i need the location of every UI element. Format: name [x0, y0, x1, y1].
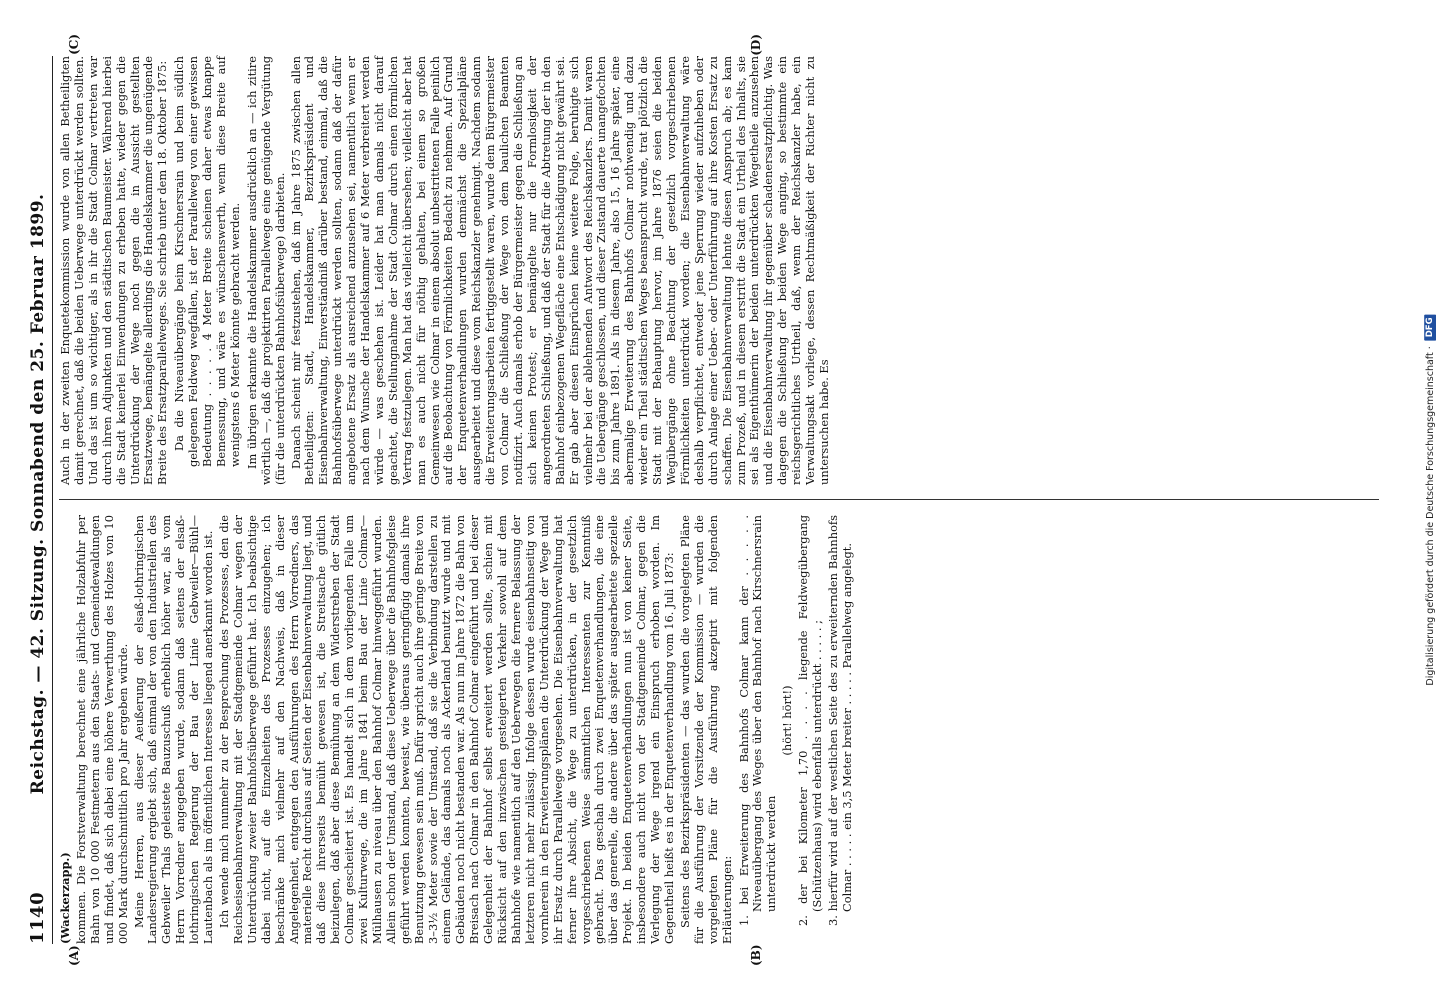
left-column [59, 515, 1379, 944]
page-title: Reichstag. — 42. Sitzung. Sonnabend den 25. Februar 1899. [28, 193, 48, 795]
paragraph: Danach scheint mir festzustehen, daß im Jahre 1875 zwischen allen Betheiligten: Stadt, Handelskammer, Bezirkspräsident und Eisenbahnverwaltung, Einverständniß darüber bestand, einmal, daß die Bahnhofsüberwege unterdrückt werden sollten, sodann daß der dafür angebotene Ersatz als ausreichend anzusehen sei, namentlich wenn er nach dem Wunsche der Handelskammer auf 6 Meter verbreitert werden würde — was geschehen ist. Leider hat man damals nicht darauf geachtet, die Stellungnahme der Stadt Colmar durch einen förmlichen Vertrag festzulegen. Man hat das vielleicht übersehen; vielleicht aber hat man es auch nicht für nöthig gehalten, bei einem so großen Gemeinwesen wie Colmar in einem absolut unbestrittenen Falle peinlich auf die Beobachtung von Förmlichkeiten Bedacht zu nehmen. Auf Grund der Enquetenverhandlungen wurden demnächst die Spezialpläne ausgearbeitet und diese vom Reichskanzler genehmigt. Nachdem sodann die Erweiterungsarbeiten fertiggestellt waren, wurde dem Bürgermeister von Colmar die Schließung der Wege von dem baulichen Beamten notifizirt. Auch damals erhob der Bürgermeister gegen die Schließung an sich keinen Protest; er bemängelte nur die Formlosigkeit der angeordneten Schließung, und daß der Stadt für die Abtretung der in den Bahnhof einbezogenen Wegefläche eine Entschädigung nicht gewährt sei. Er gab aber diesen Einsprüchen keine weitere Folge, beruhigte sich vielmehr bei der ablehnenden Antwort des Reichskanzlers. Damit waren die Uebergänge geschlossen, und dieser Zustand dauerte unangefochten bis zum Jahre 1891. Als in diesem Jahre, also 15, 16 Jahre später, eine abermalige Erweiterung des Bahnhofs Colmar nothwendig und dazu wieder ein Theil städtischen Weges beansprucht wurde, trat plötzlich die Stadt mit der Behauptung hervor, im Jahre 1876 seien die beiden Wegübergänge ohne Beachtung der gesetzlich vorgeschriebenen Förmlichkeiten unterdrückt worden; die Eisenbahnverwaltung wäre deshalb verpflichtet, entweder jene Sperrung wieder aufzuheben oder durch Anlage einer Ueber- oder Unterführung auf ihre Kosten Ersatz zu schaffen. Die Eisenbahnverwaltung lehnte diesen Anspruch ab; es kam zum Prozeß, und in diesem erstritt die Stadt ein Urtheil des Inhalts, sie sei als Eigenthümerin der beiden unterdrückten Wegetheile anzusehen und die Eisenbahnverwaltung ihr gegenüber schadenersatzpflichtig. Was dagegen die Schließung der beiden Wege anging, so bestimmte ein reichsgerichtliches Urtheil, daß, wenn der Reichskanzler habe, ein Verwaltungsakt vorliege, dessen Rechtmäßigkeit der Richter nicht zu untersuchen habe. Es [288, 56, 831, 485]
paragraph: Da die Niveauübergänge beim Kirschnersrain und beim südlich gelegenen Feldweg wegfallen, ist der Parallelweg von einer gewissen Bedeutung . . . . . 4 Meter Breite scheinen daher etwas knappe Bemessung, und wäre es wünschenswerth, wenn diese Breite auf wenigstens 6 Meter könnte gebracht werden. [172, 56, 242, 467]
column-divider [59, 499, 1379, 500]
list-item: 1. bei Erweiterung des Bahnhofs Colmar kann der . . . . . Niveauübergang des Weges über den Bahnhof nach Kirschnersrain unterdrückt werden [736, 515, 779, 926]
list-item: 3. hierfür wird auf der westlichen Seite des zu erweiternden Bahnhofs Colmar . . . . . ein 3,5 Meter breiter . . . . . Parallelweg angelegt. [825, 515, 854, 926]
paragraph: Im übrigen erkannte die Handelskammer ausdrücklich an — ich zitire wörtlich —, daß die projektirten Parallelwege eine genügende Vergütung (für die unterdrückten Bahnhofsüberwege) darbieten. [244, 56, 287, 485]
document-page [17, 30, 1417, 970]
margin-marker-c: (C) [67, 34, 81, 55]
quote-intro: Seitens des Bezirkspräsidenten — das wurden die vorgelegten Pläne für die Ausführung der Vorsitzende der Kommission — wurden die vorgelegten Pläne für die Ausführung akzeptirt mit folgenden Erläuterungen: [677, 515, 734, 944]
interjection: (hört! hört!) [780, 685, 795, 756]
paragraph: Auch in der zweiten Enquetekommission wurde von allen Betheiligten damit gerechnet, daß die beiden Ueberwege unterdrückt werden sollten. Und das ist um so wichtiger, als in ihr die Stadt Colmar vertreten war durch ihren Adjunkten und den städtischen Baumeister. Während hierbei die Stadt keinerlei Einwendungen zu erheben hatte, wieder gegen die Unterdrückung der Wege noch gegen die in Aussicht gestellten Ersatzwege, bemängelte allerdings die Handelskammer die ungenügende Breite des Ersatzparallelweges. Sie schrieb unter dem 18. Oktober 1875: [58, 56, 170, 485]
list-item: 2. der bei Kilometer 1,70 . . . . liegende Feldwegübergang (Schützenhaus) wird ebenfalls unterdrückt . . . . . ; [796, 515, 825, 926]
numbered-list [738, 515, 855, 926]
page-number: 1140 [27, 891, 48, 944]
margin-marker-b: (B) [749, 944, 763, 966]
quoted-letter [173, 56, 243, 467]
page-header [27, 56, 53, 944]
digitization-credit [1424, 314, 1436, 685]
margin-marker-d: (D) [749, 34, 763, 56]
text-columns [58, 34, 1379, 966]
right-column [59, 56, 1379, 485]
paragraph: Ich wende mich nunmehr zu der Besprechung des Prozesses, den die Reichseisenbahnverwaltung mit der Stadtgemeinde Colmar wegen der Unterdrückung zweier Bahnhofsüberwege geführt hat. Ich beabsichtige dabei nicht, auf die Einzelheiten des Prozesses einzugehen; ich beschränke mich vielmehr auf den Nachweis, daß in dieser Angelegenheit, entgegen den Ausführungen des Herrn Vorredners, das materielle Recht durchaus auf Seiten der Eisenbahnverwaltung liegt, und daß diese ihrerseits bemüht gewesen ist, die Streitsache gütlich beizulegen, daß aber diese Bemühung an dem Widerstreben der Stadt Colmar gescheitert ist. Es handelt sich in dem vorliegenden Falle um zwei Kulturwege, die im Jahre 1841 beim Bau der Linie Colmar—Mülhausen zu niveau über den Bahnhof Colmar hinweggeführt wurden. Allein schon der Umstand, daß diese Ueberwege über die Bahnhofsgleise geführt werden konnten, beweist, wie überaus geringfügig damals ihre Benutzung gewesen sein muß. Dafür spricht auch ihre geringe Breite von 3–3½ Meter sowie der Umstand, daß sie die Verbindung darstellen zu einem Gelände, das damals noch als Ackerland benutzt wurde und mit Gebäuden noch nicht bestanden war. Als nun im Jahre 1872 die Bahn von Breisach nach Colmar in den Bahnhof Colmar eingeführt und bei dieser Gelegenheit der Bahnhof selbst erweitert werden sollte, schien mit Rücksicht auf den inzwischen gesteigerten Verkehr sowohl auf dem Bahnhofe wie namentlich auf den Ueberwegen die fernere Belassung der letzteren nicht mehr zulässig. Infolge dessen wurde eisenbahnseitig von vornherein in den Erweiterungsplänen die Unterdrückung der Wege und ihr Ersatz durch Parallelwege vorgesehen. Die Eisenbahnverwaltung hat ferner ihre Absicht, die Wege zu unterdrücken, in der gesetzlich vorgeschriebenen Weise sämmtlichen Interessenten zur Kenntniß gebracht. Das geschah durch zwei Enquetenverhandlungen, die eine über das generelle, die andere über das später ausgearbeitete spezielle Projekt. In beiden Enquetenverhandlungen nun ist von keiner Seite, insbesondere auch nicht von der Stadtgemeinde Colmar, gegen die Verlegung der Wege irgend ein Einspruch erhoben worden. Im Gegentheil heißt es in der Enquetenverhandlung vom 16. Juli 1873: [216, 515, 676, 944]
dfg-logo: DFG [1424, 314, 1436, 340]
digitization-note: Digitalisierung gefördert durch die Deutsche Forschungsgemeinschaft · [1424, 346, 1436, 686]
speaker-label: (Wackerzapp.) [58, 852, 72, 944]
paragraph: Meine Herren, aus dieser Aeußerung der elsaß-lothringischen Landesregierung ergiebt sich, daß einmal der von den Industriellen des Gebweiler Thals geleistete Bauzuschuß erheblich höher war, als vom Herrn Vorredner angegeben wurde, sodann daß seitens der elsaß-lothringischen Regierung der Bau der Linie Gebweiler—Bühl—Lautenbach als im öffentlichen Interesse liegend anerkannt worden ist. [131, 515, 216, 944]
paragraph: kommen. Die Forstverwaltung berechnet eine jährliche Holzabfuhr per Bahn von 10 000 Festmetern aus den Staats- und Gemeindewaldungen und findet, daß sich dabei eine höhere Verwerthung des Holzes von 10 000 Mark durchschnittlich pro Jahr ergeben würde. [73, 515, 130, 944]
margin-marker-a: (A) [67, 945, 81, 966]
